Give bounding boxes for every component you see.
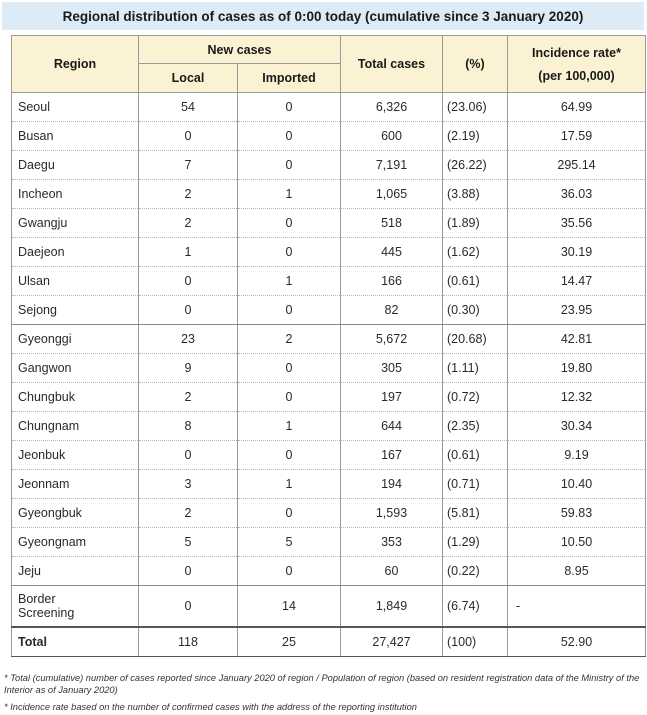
cell-percent: (1.89) bbox=[443, 209, 508, 238]
cell-incidence-rate: 42.81 bbox=[508, 325, 646, 354]
footnote-incidence: * Incidence rate based on the number of confirmed cases with the address of the reporting institution bbox=[4, 702, 417, 712]
cell-percent: (2.35) bbox=[443, 412, 508, 441]
table-row bbox=[12, 383, 646, 412]
header-new-cases: New cases bbox=[139, 36, 341, 64]
cell-incidence-rate: 12.32 bbox=[508, 383, 646, 412]
cell-percent: (2.19) bbox=[443, 122, 508, 151]
cell-incidence-rate: 23.95 bbox=[508, 296, 646, 325]
cell-incidence-rate: 30.19 bbox=[508, 238, 646, 267]
table-row bbox=[12, 470, 646, 499]
cell-imported: 5 bbox=[238, 528, 341, 557]
cell-imported: 0 bbox=[238, 557, 341, 586]
cell-percent: (20.68) bbox=[443, 325, 508, 354]
cell-incidence-rate: 17.59 bbox=[508, 122, 646, 151]
cell-incidence-rate: 8.95 bbox=[508, 557, 646, 586]
table-row bbox=[12, 499, 646, 528]
header-imported: Imported bbox=[238, 64, 341, 93]
header-local: Local bbox=[139, 64, 238, 93]
cell-total: 445 bbox=[341, 238, 443, 267]
table-row bbox=[12, 238, 646, 267]
cell-total: 194 bbox=[341, 470, 443, 499]
cell-imported: 2 bbox=[238, 325, 341, 354]
header-incidence-rate bbox=[508, 36, 646, 93]
cell-imported: 1 bbox=[238, 180, 341, 209]
cell-local: 2 bbox=[139, 180, 238, 209]
header-region: Region bbox=[12, 36, 139, 93]
table-row bbox=[12, 267, 646, 296]
cell-incidence-rate: 30.34 bbox=[508, 412, 646, 441]
cell-local: 0 bbox=[139, 441, 238, 470]
cell-incidence-rate: 59.83 bbox=[508, 499, 646, 528]
cell-region: Gangwon bbox=[12, 354, 139, 383]
header-total-cases: Total cases bbox=[341, 36, 443, 93]
cell-total: 600 bbox=[341, 122, 443, 151]
table-row bbox=[12, 441, 646, 470]
cell-imported: 1 bbox=[238, 267, 341, 296]
cell-percent: (1.62) bbox=[443, 238, 508, 267]
cell-imported: 0 bbox=[238, 122, 341, 151]
cell-region: Ulsan bbox=[12, 267, 139, 296]
cell-imported: 1 bbox=[238, 412, 341, 441]
cell-percent: (5.81) bbox=[443, 499, 508, 528]
cell-imported: 0 bbox=[238, 93, 341, 122]
cell-local: 54 bbox=[139, 93, 238, 122]
header-incidence-rate-line2: (per 100,000) bbox=[538, 68, 615, 83]
cell-percent: (0.61) bbox=[443, 267, 508, 296]
cell-total: 7,191 bbox=[341, 151, 443, 180]
table-row bbox=[12, 528, 646, 557]
cell-percent: (1.29) bbox=[443, 528, 508, 557]
cell-incidence-rate: 35.56 bbox=[508, 209, 646, 238]
table-title: Regional distribution of cases as of 0:00 today (cumulative since 3 January 2020) bbox=[2, 2, 644, 30]
cell-imported: 0 bbox=[238, 499, 341, 528]
cell-local: 2 bbox=[139, 383, 238, 412]
cell-imported: 0 bbox=[238, 383, 341, 412]
cell-total: 1,593 bbox=[341, 499, 443, 528]
cell-local: 0 bbox=[139, 557, 238, 586]
cell-region bbox=[12, 586, 139, 628]
cell-percent: (1.11) bbox=[443, 354, 508, 383]
cell-incidence-rate: 36.03 bbox=[508, 180, 646, 209]
cell-total: 305 bbox=[341, 354, 443, 383]
cell-local: 23 bbox=[139, 325, 238, 354]
cell-percent: (0.30) bbox=[443, 296, 508, 325]
cell-total: 82 bbox=[341, 296, 443, 325]
cell-total: 518 bbox=[341, 209, 443, 238]
cell-total: 27,427 bbox=[341, 627, 443, 657]
header-percent: (%) bbox=[443, 36, 508, 93]
cell-percent: (23.06) bbox=[443, 93, 508, 122]
cell-percent: (100) bbox=[443, 627, 508, 657]
cell-local: 7 bbox=[139, 151, 238, 180]
cell-region: Chungnam bbox=[12, 412, 139, 441]
cell-region-line2: Screening bbox=[18, 606, 75, 620]
table-row bbox=[12, 557, 646, 586]
cell-local: 8 bbox=[139, 412, 238, 441]
regional-cases-table bbox=[11, 35, 646, 657]
cell-percent: (0.71) bbox=[443, 470, 508, 499]
cell-region: Total bbox=[12, 627, 139, 657]
cell-local: 0 bbox=[139, 586, 238, 628]
cell-region: Chungbuk bbox=[12, 383, 139, 412]
table-row bbox=[12, 296, 646, 325]
table-header bbox=[12, 36, 646, 93]
cell-local: 2 bbox=[139, 209, 238, 238]
cell-region: Gyeongnam bbox=[12, 528, 139, 557]
cell-total: 1,849 bbox=[341, 586, 443, 628]
cell-incidence-rate: 9.19 bbox=[508, 441, 646, 470]
cell-total: 60 bbox=[341, 557, 443, 586]
cell-total: 5,672 bbox=[341, 325, 443, 354]
cell-region: Incheon bbox=[12, 180, 139, 209]
cell-imported: 25 bbox=[238, 627, 341, 657]
cell-incidence-rate: 14.47 bbox=[508, 267, 646, 296]
cell-region: Seoul bbox=[12, 93, 139, 122]
cell-local: 118 bbox=[139, 627, 238, 657]
cell-region: Sejong bbox=[12, 296, 139, 325]
cell-total: 353 bbox=[341, 528, 443, 557]
cell-region: Busan bbox=[12, 122, 139, 151]
cell-region-line1: Border bbox=[18, 592, 56, 606]
table-row bbox=[12, 412, 646, 441]
table-row bbox=[12, 122, 646, 151]
cell-region: Jeju bbox=[12, 557, 139, 586]
table-row bbox=[12, 325, 646, 354]
cell-region: Daegu bbox=[12, 151, 139, 180]
cell-local: 5 bbox=[139, 528, 238, 557]
cell-incidence-rate: 10.50 bbox=[508, 528, 646, 557]
table-row bbox=[12, 151, 646, 180]
cell-total: 1,065 bbox=[341, 180, 443, 209]
table-row-border-screening bbox=[12, 586, 646, 628]
table-row bbox=[12, 209, 646, 238]
cell-total: 166 bbox=[341, 267, 443, 296]
cell-incidence-rate: 52.90 bbox=[508, 627, 646, 657]
footnote-total: * Total (cumulative) number of cases reported since January 2020 of region / Population of region (based on resident registration data of the Ministry of the Interior as of January 2020) bbox=[4, 673, 640, 695]
header-incidence-rate-line1: Incidence rate* bbox=[532, 45, 621, 60]
cell-region: Jeonnam bbox=[12, 470, 139, 499]
table-body bbox=[12, 93, 646, 657]
cell-incidence-rate: 10.40 bbox=[508, 470, 646, 499]
cell-imported: 14 bbox=[238, 586, 341, 628]
cell-local: 3 bbox=[139, 470, 238, 499]
cell-local: 9 bbox=[139, 354, 238, 383]
table-row-total bbox=[12, 627, 646, 657]
cell-percent: (0.72) bbox=[443, 383, 508, 412]
cell-imported: 0 bbox=[238, 151, 341, 180]
cell-incidence-rate: 19.80 bbox=[508, 354, 646, 383]
cell-percent: (3.88) bbox=[443, 180, 508, 209]
cell-percent: (26.22) bbox=[443, 151, 508, 180]
cell-total: 644 bbox=[341, 412, 443, 441]
cell-region: Gyeonggi bbox=[12, 325, 139, 354]
cell-total: 6,326 bbox=[341, 93, 443, 122]
cell-imported: 0 bbox=[238, 296, 341, 325]
cell-local: 0 bbox=[139, 122, 238, 151]
cell-region: Jeonbuk bbox=[12, 441, 139, 470]
footnotes bbox=[4, 672, 644, 713]
cell-region: Gwangju bbox=[12, 209, 139, 238]
cell-total: 197 bbox=[341, 383, 443, 412]
cell-imported: 0 bbox=[238, 441, 341, 470]
cell-imported: 0 bbox=[238, 354, 341, 383]
cell-total: 167 bbox=[341, 441, 443, 470]
cell-incidence-rate: 295.14 bbox=[508, 151, 646, 180]
cell-percent: (0.22) bbox=[443, 557, 508, 586]
table-row bbox=[12, 180, 646, 209]
cell-local: 1 bbox=[139, 238, 238, 267]
cell-local: 0 bbox=[139, 267, 238, 296]
cell-incidence-rate: - bbox=[508, 586, 646, 628]
cell-percent: (6.74) bbox=[443, 586, 508, 628]
cell-incidence-rate: 64.99 bbox=[508, 93, 646, 122]
cell-percent: (0.61) bbox=[443, 441, 508, 470]
table-row bbox=[12, 93, 646, 122]
cell-region: Gyeongbuk bbox=[12, 499, 139, 528]
cell-local: 0 bbox=[139, 296, 238, 325]
table-row bbox=[12, 354, 646, 383]
cell-imported: 0 bbox=[238, 209, 341, 238]
cell-imported: 1 bbox=[238, 470, 341, 499]
cell-imported: 0 bbox=[238, 238, 341, 267]
cell-local: 2 bbox=[139, 499, 238, 528]
cell-region: Daejeon bbox=[12, 238, 139, 267]
